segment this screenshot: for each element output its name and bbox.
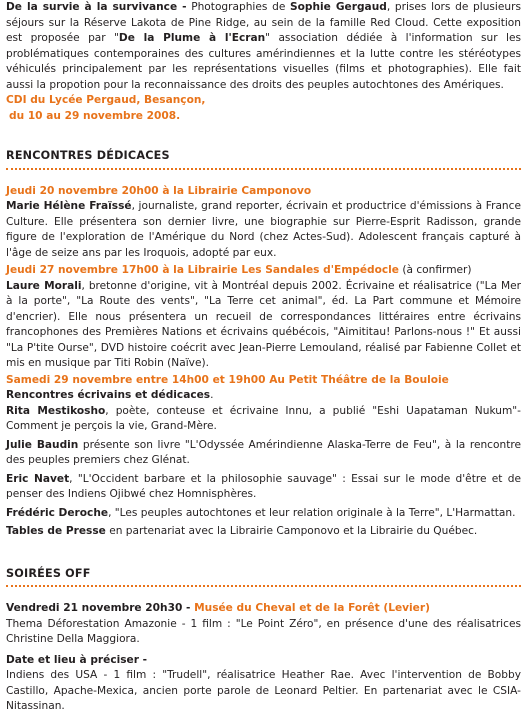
event-date-2: Jeudi 27 novembre 17h00 à la Librairie Les Sandales d'Empédocle (à confirmer) (6, 264, 472, 276)
intro-venue: CDI du Lycée Pergaud, Besançon, (6, 94, 206, 106)
soiree-body-1: Thema Déforestation Amazonie - 1 film : "Le Point Zéro", en présence d'une des réalisatrices Christine Della Maggiora. (6, 617, 521, 645)
soiree-body-2: Indiens des USA - 1 film : "Trudell", réalisatrice Heather Rae. Avec l'intervention de Bobby Castillo, Apache-Mexica, ancien porte parole de Leonard Peltier. En partenariat avec le CSIA-Nitassinan. (6, 669, 521, 712)
event-body-1: Marie Hélène Fraïssé, journaliste, grand reporter, écrivain et productrice d'émissions à France Culture. Elle présentera son dernier livre, une biographie sur Pierre-Esprit Radisson, grande figure de l'exploration de l'Amérique du Nord (chez Actes-Sud). Adolescent français capturé à l'âge de seize ans par les Iroquois, adopté par eux. (6, 200, 521, 259)
event-subtitle-3: Rencontres écrivains et dédicaces. (6, 389, 214, 401)
intro-paragraph: De la survie à la survivance - Photographies de Sophie Gergaud, prises lors de plusieurs séjours sur la Réserve Lakota de Pine Ridge, au sein de la famille Red Cloud. Cette exposition est proposée par "De la Plume à l'Ecran" association dédiée à l'information sur les problématiques contemporaines des cultures amérindiennes et la lutte contre les stéréotypes véhiculés principalement par les représentations visuelles (films et photographies). Elle fait aussi la propotion pour la reconnaissance des droits des peuples autochtones des Amériques. (6, 1, 521, 91)
intro-dates: du 10 au 29 novembre 2008. (9, 109, 181, 122)
photographer-name: Sophie Gergaud (290, 1, 387, 13)
participant-1: Rita Mestikosho, poète, conteuse et écrivaine Innu, a publié "Eshi Uapataman Nukum"- Comment je perçois la vie, Grand-Mère. (6, 404, 521, 432)
author-name: Marie Hélène Fraïssé (6, 200, 132, 212)
event-date-3: Samedi 29 novembre entre 14h00 et 19h00 Au Petit Théâtre de la Bouloie (6, 373, 449, 386)
event-body-2: Laure Morali, bretonne d'origine, vit à Montréal depuis 2002. Écrivaine et réalisatrice ("La Mer à la porte", "La Route des vents", "La Terre cet animal", éd. La Part commune et Mémoire d'encrier). Elle nous présentera un recueil de correspondances littéraires entre écrivains francophones des Premières Nations et écrivains québécois, "Aimititau! Parlons-nous !" Et aussi "La P'tite Ourse", DVD histoire coécrit avec Jean-Pierre Lemouland, réalisé par Fabienne Collet et mis en musique par Titi Robin (Naïve). (6, 279, 521, 369)
page (6, 0, 521, 715)
soiree-title-2: Date et lieu à préciser - (6, 653, 148, 666)
author-name: Laure Morali (6, 279, 82, 292)
participant-5: Tables de Presse en partenariat avec la Librairie Camponovo et la Librairie du Québec. (6, 525, 478, 537)
participant-4: Frédéric Deroche, "Les peuples autochtones et leur relation originale à la Terre", L'Harmattan. (6, 506, 516, 519)
section-heading-soirees: SOIRÉES OFF (6, 566, 521, 588)
event-date-1: Jeudi 20 novembre 20h00 à la Librairie Camponovo (6, 184, 312, 197)
association-name: De la Plume à l'Ecran (118, 32, 266, 44)
participant-3: Eric Navet, "L'Occident barbare et la philosophie sauvage" : Essai sur le mode d'être et de penser des Indiens Ojibwé chez Homnisphères. (6, 472, 521, 500)
intro-title: De la survie à la survivance - (6, 1, 187, 13)
soiree-date-1: Vendredi 21 novembre 20h30 - Musée du Cheval et de la Forêt (Levier) (6, 602, 430, 614)
participant-2: Julie Baudin présente son livre "L'Odyssée Amérindienne Alaska-Terre de Feu", à la rencontre des peuples premiers chez Glénat. (6, 438, 521, 466)
section-heading-rencontres: RENCONTRES DÉDICACES (6, 148, 521, 170)
